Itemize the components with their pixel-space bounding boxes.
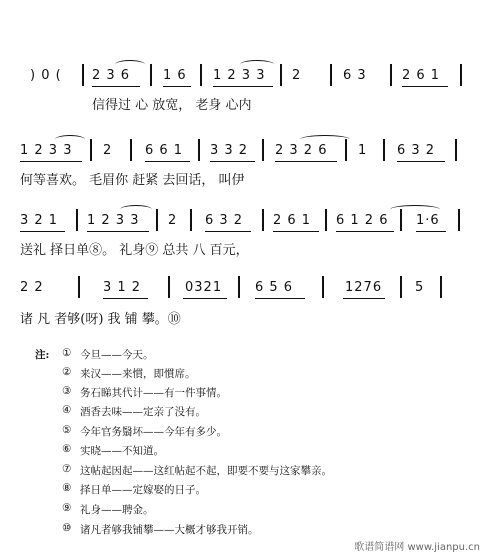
- note-group: 2 6 1: [402, 68, 441, 83]
- slur: [300, 135, 350, 144]
- underline: [20, 161, 82, 162]
- note-group: 3 2 1: [20, 213, 59, 228]
- bar-line: [390, 64, 392, 86]
- underline: [343, 298, 385, 299]
- slur: [390, 205, 440, 214]
- score-row-4: [0, 272, 490, 332]
- note-group: ) 0 (: [30, 68, 62, 83]
- bar-line: [198, 139, 200, 161]
- underline: [103, 298, 148, 299]
- underline: [183, 298, 227, 299]
- note-group: 2: [292, 68, 302, 83]
- bar-line: [238, 276, 240, 298]
- note-group: 3 3 2: [210, 143, 249, 158]
- note-group: 1276: [345, 280, 383, 295]
- note-group: 1: [358, 143, 368, 158]
- bar-line: [322, 276, 324, 298]
- bar-line: [150, 64, 152, 86]
- watermark: 歌谱简谱网 www.jianpu.cn: [354, 542, 480, 553]
- bar-line: [168, 276, 170, 298]
- note-group: 6 6 1: [145, 143, 184, 158]
- bar-line: [440, 276, 442, 298]
- note-group: 1 2 3 3: [20, 143, 73, 158]
- underline: [163, 86, 191, 87]
- note-group: 2: [168, 213, 178, 228]
- underline: [87, 231, 149, 232]
- bar-line: [200, 64, 202, 86]
- note-group: 6 3 2: [397, 143, 436, 158]
- lyrics-line: 何等喜欢。 毛眉你 赶紧 去回话， 叫伊: [20, 173, 245, 188]
- underline: [205, 231, 251, 232]
- underline: [213, 86, 273, 87]
- underline: [416, 231, 446, 232]
- note-group: 2 2: [20, 280, 44, 295]
- bar-line: [262, 209, 264, 231]
- bar-line: [400, 276, 402, 298]
- slur: [55, 135, 85, 144]
- score-row-2: [0, 135, 490, 195]
- underline: [275, 161, 337, 162]
- underline: [210, 161, 255, 162]
- note-group: 3 1 2: [103, 280, 142, 295]
- bar-line: [90, 139, 92, 161]
- bar-line: [78, 276, 80, 298]
- bar-line: [156, 209, 158, 231]
- score-row-3: [0, 205, 490, 265]
- note-group: 1·6: [416, 213, 440, 228]
- bar-line: [190, 209, 192, 231]
- score-row-1: [0, 60, 490, 120]
- slur: [240, 60, 274, 69]
- bar-line: [458, 209, 460, 231]
- notes-title: 注:: [35, 349, 50, 361]
- underline: [273, 231, 319, 232]
- lyrics-line: 诸 凡 者够(呀) 我 铺 攀。⑩: [20, 312, 181, 327]
- slur: [115, 60, 145, 69]
- bar-line: [383, 139, 385, 161]
- note-group: 6 3: [343, 68, 367, 83]
- note-group: 2 6 1: [273, 213, 312, 228]
- note-group: 1 2 3 3: [213, 68, 266, 83]
- note-group: 2 3 2 6: [275, 143, 328, 158]
- bar-line: [325, 209, 327, 231]
- note-group: 6 5 6: [255, 280, 294, 295]
- note-group: 0321: [185, 280, 223, 295]
- note-group: 1 2 3 3: [87, 213, 140, 228]
- lyrics-line: 信得过 心 放宽， 老身 心内: [92, 98, 252, 113]
- bar-line: [280, 64, 282, 86]
- note-group: 2: [103, 143, 113, 158]
- underline: [402, 86, 448, 87]
- lyrics-line: 送礼 择日单⑧。 礼身⑨ 总共 八 百元，: [20, 243, 249, 258]
- note-group: 2 3 6: [92, 68, 131, 83]
- underline: [336, 231, 394, 232]
- slur: [120, 205, 152, 214]
- bar-line: [82, 64, 84, 86]
- bar-line: [330, 64, 332, 86]
- underline: [92, 86, 140, 87]
- underline: [20, 231, 65, 232]
- bar-line: [262, 139, 264, 161]
- note-group: 6 1 2 6: [336, 213, 389, 228]
- note-group: 1 6: [163, 68, 187, 83]
- note-group: 6 3 2: [205, 213, 244, 228]
- underline: [145, 161, 190, 162]
- bar-line: [460, 64, 462, 86]
- underline: [397, 161, 445, 162]
- note-group: 5: [415, 280, 425, 295]
- bar-line: [130, 139, 132, 161]
- bar-line: [76, 209, 78, 231]
- underline: [255, 298, 305, 299]
- bar-line: [455, 139, 457, 161]
